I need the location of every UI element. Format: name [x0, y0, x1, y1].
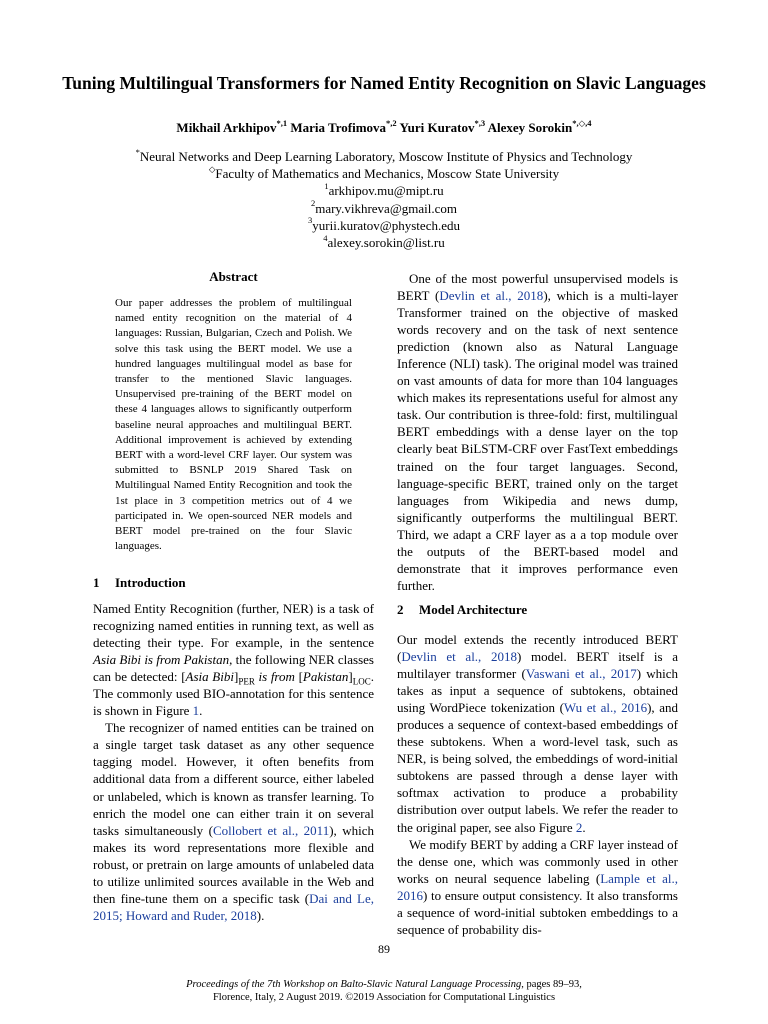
- citation-link[interactable]: Devlin et al., 2018: [439, 288, 544, 304]
- text-run: .: [582, 819, 586, 835]
- author-name: Alexey Sorokin: [487, 120, 573, 135]
- paragraph: [93, 719, 374, 924]
- author-affil-mark: *,◇,4: [572, 117, 592, 128]
- paragraph: [397, 836, 678, 938]
- paragraph: Named Entity Recognition (further, NER) is a task of recognizing named entities in running text, as well as detecting their type. For example, in the sentence Asia Bibi is from Pakistan, the following NER classes can be detected: [Asia $Bibi]_{PER}$ is from $[Pakistan]_{LOC}$. The commonly used BIO-annotation for this sentence is shown in Figure 1.: [93, 601, 374, 719]
- text-run: ), and produces a sequence of context-based embeddings of these subtokens. When a word-level task, such as NER, is being solved, the embeddings of word-initial subtokens are passed through a dense layer with softmax activation to produce a probability distribution over output labels. We refer the reader to the original paper, see also Figure: [397, 700, 678, 835]
- introduction-body: [93, 600, 374, 924]
- author-name: Maria Trofimova: [290, 120, 387, 135]
- email-mark: 4: [323, 232, 328, 243]
- page-range: , pages 89–93,: [521, 979, 582, 990]
- text-run: , the following NER classes can be detected: [: [93, 652, 374, 685]
- figure-link[interactable]: 1: [192, 703, 200, 719]
- text-run: ).: [256, 907, 265, 923]
- section-title: Introduction: [115, 575, 186, 590]
- proceedings-footer: [60, 978, 708, 1004]
- text-run: ), which is a multi-layer Transformer trained on the objective of masked words recovery and on the task of next sentence prediction (known also as Natural Language Inference (NLI) task). The original model was trained on vast amounts of data for more than 104 languages which makes its representations useful for almost any task. Our contribution is three-fold: first, multilingual BERT embeddings with a dense layer on the top clearly beat BiLSTM-CRF over FastText embeddings trained on the four target languages. Second, language-specific BERT, trained only on the target languages from Wikipedia and news dump, significantly outperforms the multilingual BERT. Third, we adapt a CRF layer as a a top module over the outputs of the BERT-based model and demonstrate that it improves performance even further.: [397, 288, 678, 593]
- model-architecture-body: [397, 631, 678, 938]
- citation-link[interactable]: Wu et al., 2016: [563, 700, 648, 716]
- affil-mark: ◇: [208, 163, 216, 174]
- email-mark: 2: [310, 198, 316, 209]
- entity-text: Pakistan: [302, 669, 349, 685]
- author-affil-mark: *,2: [386, 117, 397, 128]
- author-name: Mikhail Arkhipov: [176, 120, 277, 135]
- email-mark: 3: [308, 215, 313, 226]
- citation-link[interactable]: Dai and Le, 2015; Howard and Ruder, 2018: [93, 890, 374, 923]
- text-run: . The commonly used BIO-annotation for this sentence is shown in Figure: [93, 669, 374, 719]
- affiliations: [60, 148, 708, 251]
- text-run: .: [199, 703, 203, 719]
- text-run: ) to ensure output consistency. It also transforms a sequence of word-initial subtoken embeddings to a sequence of probability dis-: [397, 887, 678, 937]
- entity-text: Asia Bibi: [185, 669, 234, 685]
- paper-title: Tuning Multilingual Transformers for Named Entity Recognition on Slavic Languages: [62, 73, 706, 93]
- text-run: is from: [254, 669, 299, 685]
- email-mark: 1: [324, 181, 329, 192]
- paragraph: [397, 270, 678, 594]
- email-address: arkhipov.mu@mipt.ru: [328, 183, 444, 199]
- figure-link[interactable]: 2: [575, 819, 583, 835]
- paragraph: [397, 631, 678, 836]
- citation-link[interactable]: Devlin et al., 2018: [401, 649, 517, 665]
- venue-name: Proceedings of the 7th Workshop on Balto-Slavic Natural Language Processing: [186, 979, 522, 990]
- section-number: 1: [93, 575, 100, 590]
- section-heading-introduction: [93, 575, 374, 591]
- page-number: 89: [378, 942, 390, 956]
- citation-link[interactable]: Vaswani et al., 2017: [525, 666, 637, 682]
- text-run: The recognizer of named entities can be trained on a single target task dataset as any other sequence tagging model. However, it often benefits from additional data from a different source, either labeled or unlabeled, which is known as transfer learning. To enrich the model one can either train it on several tasks simultaneously (: [93, 720, 374, 838]
- author-list: [60, 117, 708, 136]
- email-address: alexey.sorokin@list.ru: [327, 235, 445, 251]
- affiliation-mipt: Neural Networks and Deep Learning Laboratory, Moscow Institute of Physics and Technology: [139, 149, 633, 164]
- section-number: 2: [397, 602, 404, 617]
- citation-link[interactable]: Collobert et al., 2011: [212, 822, 330, 838]
- abstract-heading: Abstract: [209, 269, 258, 284]
- text-run: Our model extends the recently introduced BERT (: [397, 632, 678, 665]
- entity-tag: PER: [238, 676, 255, 687]
- author-affil-mark: *,1: [276, 117, 288, 128]
- section-title: Model Architecture: [419, 602, 528, 617]
- email-address: yurii.kuratov@phystech.edu: [312, 217, 460, 233]
- text-run: One of the most powerful unsupervised models is BERT (: [397, 271, 678, 304]
- affiliation-msu: Faculty of Mathematics and Mechanics, Moscow State University: [215, 166, 560, 182]
- author-name: Yuri Kuratov: [399, 120, 475, 135]
- author-affil-mark: *,3: [474, 117, 486, 128]
- text-run: ) which takes as input a sequence of subtokens, obtained using WordPiece tokenization (: [397, 666, 678, 716]
- entity-tag: LOC: [352, 676, 371, 687]
- affil-mark: *: [135, 146, 140, 157]
- text-run: ) model. BERT itself is a multilayer transformer (: [397, 649, 679, 682]
- venue-location-copyright: Florence, Italy, 2 August 2019. ©2019 Association for Computational Linguistics: [212, 992, 556, 1003]
- text-run: Named Entity Recognition (further, NER) is a task of recognizing named entities in running text, as well as detecting their type. For example, in the sentence: [93, 601, 374, 651]
- text-run: ), which makes its word representations more flexible and robust, or pretrain on large amounts of unlabeled data to utilize unlimited sources available in the Web and then fine-tune them on a specific task (: [93, 822, 375, 906]
- text-run: We modify BERT by adding a CRF layer instead of the dense one, which was commonly used in other works on neural sequence labeling (: [397, 836, 678, 886]
- section-heading-model-architecture: [397, 602, 678, 618]
- email-address: mary.vikhreva@gmail.com: [315, 200, 458, 216]
- right-column-intro: [397, 270, 678, 594]
- abstract-text: Our paper addresses the problem of multilingual named entity recognition on the material of 4 languages: Russian, Bulgarian, Czech and Polish. We solve this task using the BERT model. We use a hundred languages multilingual model as base for transfer to the mentioned Slavic languages. Unsupervised pre-training of the BERT model on these 4 languages allows to significantly outperform baseline neural approaches and multilingual BERT. Additional improvement is achieved by extending BERT with a word-level CRF layer. Our system was submitted to BSNLP 2019 Shared Task on Multilingual Named Entity Recognition and took the 1st place in 3 competition metrics out of 4 we participated in. We open-sourced NER models and BERT model pre-trained on the four Slavic languages.: [115, 297, 352, 553]
- citation-link[interactable]: Lample et al., 2016: [397, 870, 679, 903]
- example-sentence: Asia Bibi is from Pakistan: [93, 652, 230, 668]
